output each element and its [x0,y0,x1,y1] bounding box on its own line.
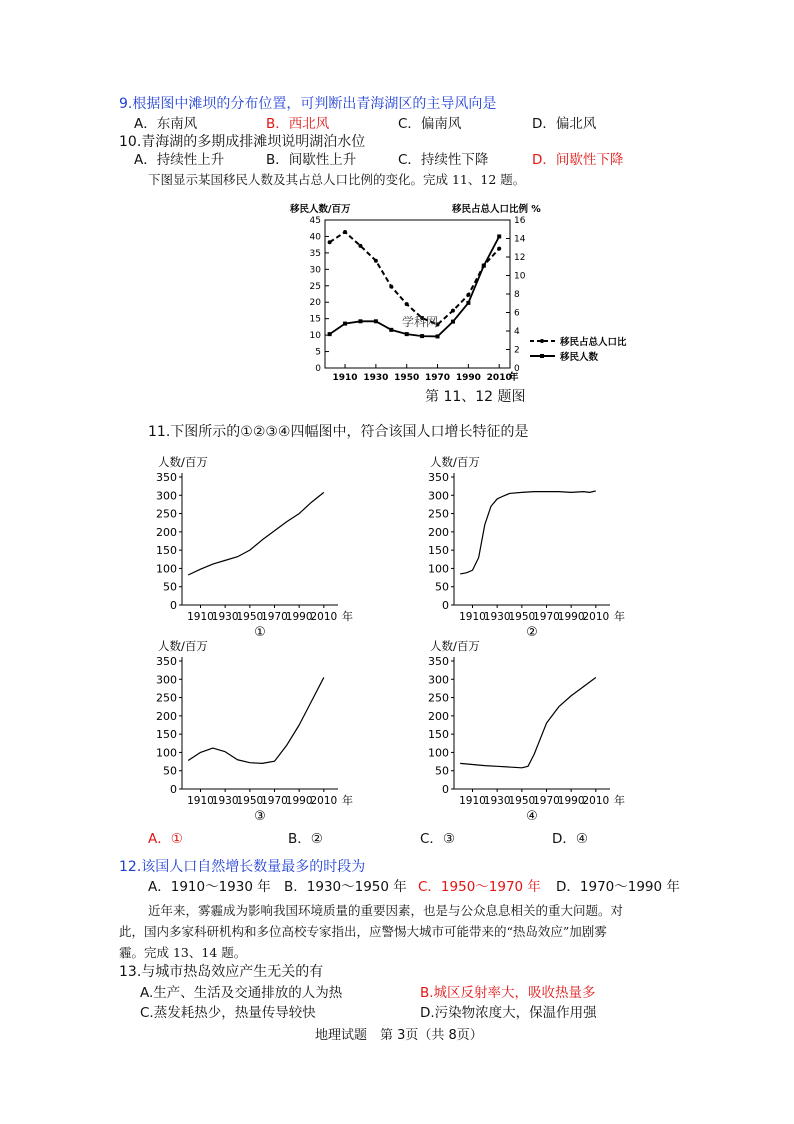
mini-x-tick-label: 1930 [211,611,239,623]
left-tick-label: 35 [309,248,321,259]
mini-y-tick-label: 250 [156,691,177,705]
mini-x-tick-label: 1990 [285,795,313,807]
main-chart-right-ticks [506,216,526,374]
mini-y-tick-label: 100 [428,746,449,760]
mini-y-tick-label: 0 [170,599,177,612]
mini-series-line [188,677,324,763]
main-chart-right-axis-label: 移民占总人口比例 % [452,204,541,215]
point-migrant-ratio [451,309,455,313]
point-migrant-count [466,301,470,305]
legend-label-count: 移民人数 [560,352,599,363]
point-migrant-count [420,334,424,338]
point-migrant-ratio [482,263,486,267]
right-tick-label: 8 [514,290,520,300]
mini-y-tick-label: 50 [163,764,177,778]
mini-y-tick-label: 350 [428,655,449,668]
right-tick-label: 6 [514,308,520,319]
point-migrant-count [405,332,409,336]
mini-x-tick-label: 1930 [211,795,239,807]
q9-option-b: B．西北风 [266,116,330,132]
q13-option-b: B.城区反射率大，吸收热量多 [420,985,596,1001]
point-migrant-ratio [497,247,501,251]
point-migrant-count [436,334,440,338]
legend-marker-count [540,354,544,358]
main-chart-watermark: 学科网 [402,315,439,329]
mini-y-tick-label: 350 [156,655,177,668]
mini-x-tick-label: 1950 [236,611,264,623]
q9-option-a: A．东南风 [134,116,198,132]
point-migrant-count [328,332,332,336]
mini-series-line [188,492,324,575]
x-tick-label: 1930 [363,373,389,383]
mini-x-tick-label: 1910 [187,795,214,807]
main-chart-caption: 第 11、12 题图 [425,389,526,405]
left-tick-label: 40 [309,232,321,243]
mini-x-tick-label: 1950 [236,795,264,807]
right-tick-label: 12 [514,253,526,263]
mini-y-tick-label: 250 [428,691,449,705]
mini-y-tick-label: 300 [156,489,177,503]
mini-x-tick-label: 1990 [557,611,585,623]
intro-13-14-line2: 此，国内多家科研机构和多位高校专家指出，应警惕大城市可能带来的“热岛效应”加剧雾 [119,924,607,939]
point-migrant-count [389,328,393,332]
mini-x-unit: 年 [342,610,353,623]
mini-x-tick-label: 1930 [483,611,511,623]
legend-marker-ratio [540,339,544,343]
mini-y-tick-label: 200 [156,525,177,539]
mini-y-tick-label: 150 [156,728,177,742]
main-chart-left-ticks [310,216,329,374]
mini-x-tick-label: 2010 [582,795,610,807]
right-tick-label: 4 [514,327,520,337]
main-chart-x-ticks [333,364,512,383]
series-line-migrant-ratio [330,232,500,325]
left-tick-label: 15 [309,314,321,325]
main-chart [280,198,650,406]
mini-y-tick-label: 300 [156,673,177,687]
mini-chart-label: ② [526,625,538,640]
main-chart-x-unit: 年 [509,372,519,383]
q10-option-b: B．间歇性上升 [266,152,357,168]
chart-option-3 [140,634,370,824]
left-tick-label: 25 [309,281,321,292]
mini-y-tick-label: 0 [442,783,449,796]
x-tick-label: 2010 [486,373,512,383]
point-migrant-ratio [466,293,470,297]
point-migrant-count [374,319,378,323]
mini-x-tick-label: 1970 [261,611,288,623]
q13-stem: 13.与城市热岛效应产生无关的有 [119,964,324,980]
page-footer: 地理试题 第 3页（共 8页） [315,1028,483,1043]
mini-y-tick-label: 0 [170,783,177,796]
intro-13-14-line3: 霾。完成 13、14 题。 [119,945,247,960]
point-migrant-ratio [374,259,378,263]
mini-chart-label: ① [254,625,266,640]
mini-series-line [460,677,596,767]
mini-y-tick-label: 100 [156,562,177,576]
q12-option-a: A．1910～1930 年 [148,879,271,895]
q9-option-d: D．偏北风 [532,116,597,132]
mini-y-tick-label: 100 [156,746,177,760]
chart-option-1 [140,450,370,640]
q9-stem: 9.根据图中滩坝的分布位置，可判断出青海湖区的主导风向是 [119,96,497,112]
mini-y-tick-label: 0 [442,599,449,612]
mini-x-tick-label: 1990 [557,795,585,807]
mini-y-tick-label: 250 [428,507,449,521]
right-tick-label: 14 [514,234,526,245]
mini-x-tick-label: 1950 [508,795,536,807]
q11-option-c: C．③ [420,831,456,847]
mini-chart-ylabel: 人数/百万 [430,455,480,469]
point-migrant-ratio [358,244,362,248]
intro-11-12: 下图显示某国移民人数及其占总人口比例的变化。完成 11、12 题。 [148,172,526,187]
point-migrant-count [358,319,362,323]
main-chart-frame [325,220,510,368]
mini-y-tick-label: 350 [428,471,449,484]
legend-label-ratio: 移民占总人口比 [560,337,627,348]
mini-x-tick-label: 1910 [459,795,486,807]
q12-stem: 12.该国人口自然增长数量最多的时段为 [119,859,366,875]
q10-option-d: D．间歇性下降 [532,152,624,168]
mini-x-tick-label: 2010 [310,611,338,623]
left-tick-label: 5 [315,347,321,358]
q13-option-a: A.生产、生活及交通排放的人为热 [140,985,343,1001]
q9-option-c: C．偏南风 [398,116,462,132]
q11-option-d: D．④ [552,831,588,847]
x-tick-label: 1990 [455,373,481,383]
mini-y-tick-label: 50 [435,580,449,594]
mini-x-tick-label: 1910 [187,611,214,623]
q11-stem: 11.下图所示的①②③④四幅图中，符合该国人口增长特征的是 [148,424,529,440]
mini-y-tick-label: 150 [428,728,449,742]
mini-x-unit: 年 [342,794,353,807]
right-tick-label: 2 [514,345,520,356]
mini-x-tick-label: 2010 [582,611,610,623]
q12-option-d: D．1970～1990 年 [556,879,680,895]
mini-x-tick-label: 2010 [310,795,338,807]
mini-chart-label: ④ [526,809,538,824]
mini-x-tick-label: 1910 [459,611,486,623]
left-tick-label: 10 [309,331,321,342]
q13-option-c: C.蒸发耗热少，热量传导较快 [140,1005,316,1021]
left-tick-label: 45 [309,216,321,226]
right-tick-label: 10 [514,271,526,282]
mini-x-tick-label: 1970 [533,795,560,807]
mini-y-tick-label: 300 [428,673,449,687]
q11-option-a: A．① [148,831,183,847]
point-migrant-count [343,322,347,326]
mini-x-unit: 年 [614,794,625,807]
x-tick-label: 1970 [425,373,451,383]
mini-x-tick-label: 1970 [261,795,288,807]
main-chart-legend [530,336,627,363]
x-tick-label: 1950 [394,373,420,383]
mini-chart-ylabel: 人数/百万 [158,455,208,469]
intro-13-14-line1: 近年来，雾霾成为影响我国环境质量的重要因素，也是与公众息息相关的重大问题。对 [148,903,624,918]
mini-x-tick-label: 1930 [483,795,511,807]
mini-y-tick-label: 200 [428,525,449,539]
point-migrant-ratio [328,240,332,244]
q13-option-d: D.污染物浓度大，保温作用强 [420,1005,597,1021]
mini-chart-ylabel: 人数/百万 [158,639,208,653]
q10-option-a: A．持续性上升 [134,152,225,168]
right-tick-label: 16 [514,216,526,226]
mini-x-tick-label: 1950 [508,611,536,623]
point-migrant-count [451,320,455,324]
q12-option-b: B．1930～1950 年 [284,879,407,895]
main-chart-left-axis-label: 移民人数/百万 [290,204,351,215]
right-tick-label: 0 [514,364,520,374]
point-migrant-count [497,234,501,238]
mini-y-tick-label: 350 [156,471,177,484]
point-migrant-ratio [343,230,347,234]
mini-y-tick-label: 100 [428,562,449,576]
mini-series-line [460,491,596,574]
mini-y-tick-label: 200 [428,709,449,723]
left-tick-label: 20 [309,298,321,309]
x-tick-label: 1910 [332,373,358,383]
chart-option-4 [412,634,642,824]
mini-y-tick-label: 150 [428,544,449,558]
mini-chart-label: ③ [254,809,266,824]
mini-x-tick-label: 1990 [285,611,313,623]
q12-option-c: C．1950～1970 年 [418,879,541,895]
mini-y-tick-label: 200 [156,709,177,723]
mini-y-tick-label: 50 [435,764,449,778]
left-tick-label: 0 [315,364,321,374]
mini-y-tick-label: 300 [428,489,449,503]
chart-option-2 [412,450,642,640]
mini-y-tick-label: 150 [156,544,177,558]
point-migrant-ratio [389,285,393,289]
mini-y-tick-label: 250 [156,507,177,521]
q10-option-c: C．持续性下降 [398,152,489,168]
mini-x-unit: 年 [614,610,625,623]
main-chart-axes [325,220,510,368]
left-tick-label: 30 [309,265,321,276]
mini-chart-ylabel: 人数/百万 [430,639,480,653]
point-migrant-ratio [405,302,409,306]
q11-option-b: B．② [288,831,323,847]
mini-y-tick-label: 50 [163,580,177,594]
q10-stem: 10.青海湖的多期成排滩坝说明湖泊水位 [119,134,366,150]
mini-x-tick-label: 1970 [533,611,560,623]
